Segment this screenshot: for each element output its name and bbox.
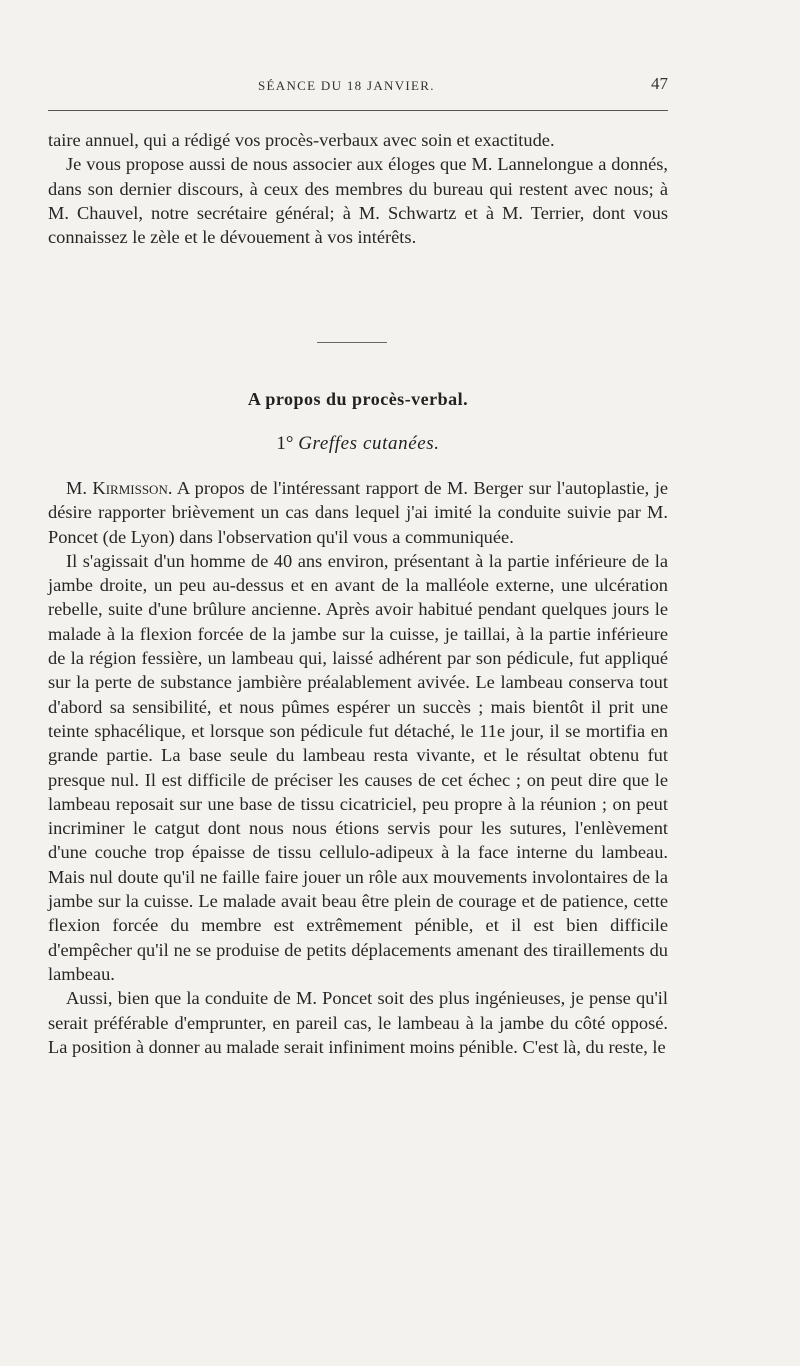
subsection-number: 1°: [276, 433, 294, 454]
subsection-title-text: Greffes cutanées.: [298, 433, 440, 454]
intro-text: [48, 128, 668, 249]
header-rule: [48, 110, 668, 111]
paragraph-case: Il s'agissait d'un homme de 40 ans environ, présentant à la partie inférieure de la jambe droite, un peu au-dessus et en avant de la malléole externe, une ulcération rebelle, suite d'une brûlure ancienne. Après avoir habitué pendant quelques jours le malade à la flexion forcée de la jambe sur la cuisse, je taillai, à la partie inférieure de la région fessière, un lambeau qui, laissé adhérent par son pédicule, fut appliqué sur la perte de substance jambière préalablement avivée. Le lambeau conserva tout d'abord sa sensibilité, et nous pûmes espérer un succès ; mais bientôt il prit une teinte sphacélique, et lorsque son pédicule fut détaché, le 11e jour, il se mortifia en grande partie. La base seule du lambeau resta vivante, et le résultat obtenu fut presque nul. Il est difficile de préciser les causes de cet échec ; on peut dire que le lambeau reposait sur une base de tissu cicatriciel, peu propre à la réunion ; on peut incriminer le catgut dont nous nous étions servis pour les sutures, l'enlèvement d'une couche trop épaisse de tissu cellulo-adipeux à la face interne du lambeau. Mais nul doute qu'il ne faille faire jouer un rôle aux mouvements involontaires de la jambe sur la cuisse. Le malade avait beau être plein de courage et de patience, cette flexion forcée du membre est extrêmement pénible, et il est bien difficile d'empêcher qu'il ne se produise de petits déplacements amenant des tiraillements du lambeau.: [48, 550, 668, 984]
running-head: [48, 74, 668, 100]
speaker-name: M. Kirmisson.: [66, 478, 173, 498]
paragraph-kirmisson-text: A propos de l'intéressant rapport de M. Berger sur l'autoplastie, je désire rapporter brièvement un cas dans lequel j'ai imité la conduite suivie par M. Poncet (de Lyon) dans l'observation qu'il vous a communiquée.: [48, 478, 668, 547]
paragraph-conclusion: Aussi, bien que la conduite de M. Poncet soit des plus ingénieuses, je pense qu'il serait préférable d'emprunter, en pareil cas, le lambeau à la jambe du côté opposé. La position à donner au malade serait infiniment moins pénible. C'est là, du reste, le: [48, 988, 668, 1057]
paragraph-kirmisson: [48, 476, 668, 549]
subsection-title: [48, 433, 668, 455]
main-text: [48, 476, 668, 1059]
paragraph-eloges: Je vous propose aussi de nous associer aux éloges que M. Lannelongue a donnés, dans son dernier discours, à ceux des membres du bureau qui restent avec nous; à M. Chauvel, notre secrétaire général; à M. Schwartz et à M. Terrier, dont vous connaissez le zèle et le dévouement à vos intérêts.: [48, 154, 668, 248]
section-divider: [317, 342, 387, 343]
paragraph-continuation: taire annuel, qui a rédigé vos procès-verbaux avec soin et exactitude.: [48, 130, 555, 150]
section-title: A propos du procès-verbal.: [247, 389, 469, 409]
page-number: 47: [651, 74, 668, 93]
running-title: SÉANCE DU 18 JANVIER.: [258, 78, 435, 93]
